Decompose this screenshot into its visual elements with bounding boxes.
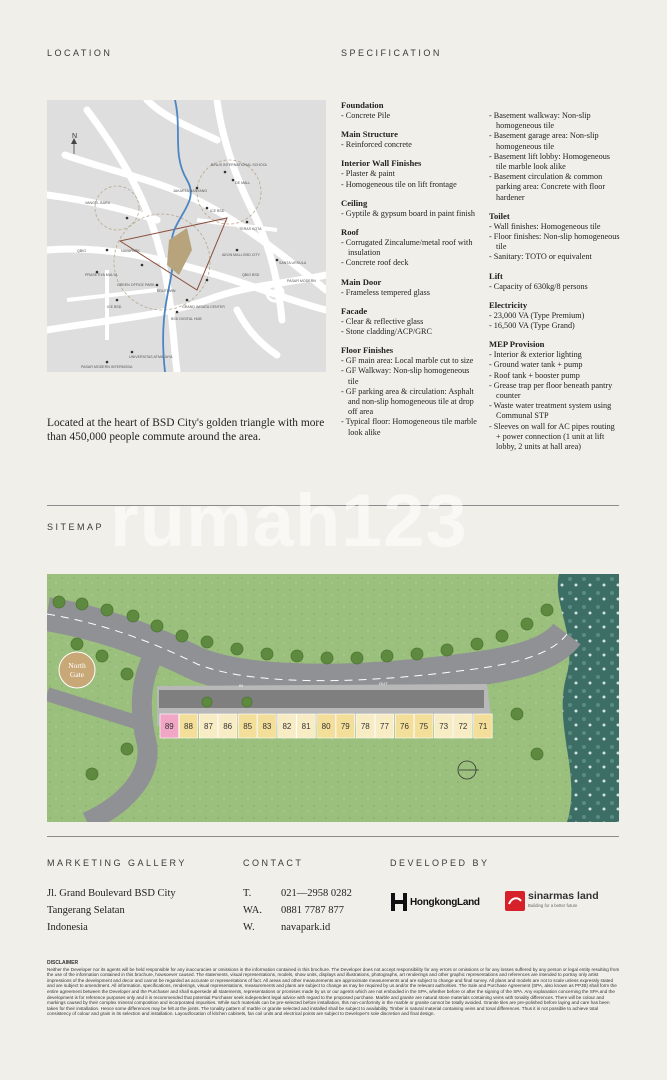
spec-item: - Basement walkway: Non-slip homogeneous tile [489,111,621,131]
svg-text:GRAND WISATA CENTER: GRAND WISATA CENTER [182,305,225,309]
spec-heading: Main Structure [341,129,398,140]
marketing-gallery-title: MARKETING GALLERY [47,858,187,868]
unit-label: 82 [282,722,292,731]
contact-list [243,885,352,936]
svg-text:UNIVERSITAS ATMA JAYA: UNIVERSITAS ATMA JAYA [129,355,173,359]
svg-text:ICE BSD: ICE BSD [210,209,225,213]
spec-group [341,227,479,269]
svg-text:BINUS INTERNATIONAL SCHOOL: BINUS INTERNATIONAL SCHOOL [211,163,268,167]
north-label: N [72,133,78,140]
spec-heading: Electricity [489,299,528,310]
spec-item: - Interior & exterior lighting [489,350,621,360]
contact-website: W. navapark.id [243,922,331,933]
spec-item: - Gyptile & gypsum board in paint finish [341,209,479,219]
contact-title: CONTACT [243,858,304,868]
spec-item: - Sanitary: TOTO or equivalent [489,252,621,262]
specification-title: SPECIFICATION [341,48,442,58]
spec-item: - Concrete Pile [341,111,479,121]
spec-heading: Lift [489,270,503,281]
spec-column-right [489,111,621,460]
spec-group [489,300,621,331]
unit-label: 76 [400,722,409,731]
spec-item: - Basement circulation & common parking area: Concrete with floor hardener [489,172,621,203]
spec-column-left [341,100,479,446]
sitemap-title: SITEMAP [47,522,105,532]
spec-group [341,345,479,438]
spec-heading: Main Door [341,276,382,287]
unit-label: 71 [478,722,488,731]
unit-label: 86 [223,722,233,731]
unit-label: 73 [439,722,449,731]
spec-item: - Typical floor: Homogeneous tile marble look alike [341,417,479,437]
spec-item: - Basement garage area: Non-slip homogeneous tile [489,131,621,151]
sitemap-image [47,574,619,822]
in-label: IN [239,683,243,688]
spec-item: - Floor finishes: Non-slip homogeneous tile [489,232,621,252]
marketing-gallery-address: Jl. Grand Boulevard BSD City Tangerang Selatan Indonesia [47,888,176,933]
sinarmasland-icon [505,891,525,911]
north-gate-label-2: Gate [69,670,85,679]
contact-phone: T. 021—2958 0282 [243,888,352,899]
spec-item: - Wall finishes: Homogeneous tile [489,222,621,232]
location-title: LOCATION [47,48,113,58]
spec-item: - Concrete roof deck [341,258,479,268]
spec-item: - Stone cladding/ACP/GRC [341,327,479,337]
spec-item: - GF parking area & circulation: Asphalt and non-slip homogeneous tile at drop off area [341,387,479,418]
spec-group [341,158,479,189]
spec-heading: Foundation [341,100,384,110]
spec-item: - Homogeneous tile on lift frontage [341,180,479,190]
svg-text:JAKARTA NANYANG: JAKARTA NANYANG [173,189,208,193]
spec-heading: Facade [341,305,368,316]
svg-text:PASAR MODERN: PASAR MODERN [287,279,316,283]
spec-heading: Roof [341,227,359,238]
spec-heading: Interior Wall Finishes [341,158,422,169]
units-group [160,714,492,738]
svg-text:AEON MALL BSD CITY: AEON MALL BSD CITY [222,253,261,257]
location-map [47,100,326,372]
disclaimer [47,960,621,1017]
spec-item: - Corrugated Zincalume/metal roof with insulation [341,238,479,258]
svg-text:DE MALL: DE MALL [235,181,251,185]
unit-label: 80 [321,722,331,731]
unit-label: 81 [301,722,311,731]
spec-group [341,198,479,219]
spec-item: - Plaster & paint [341,169,479,179]
spec-group [341,306,479,337]
hongkongland-logo: HongkongLand [390,892,480,912]
spec-item: - Reinforced concrete [341,140,479,150]
spec-group [489,211,621,263]
unit-label: 87 [204,722,213,731]
spec-group [341,100,479,121]
sitemap-graphic [47,574,619,822]
north-gate-label-1: North [68,661,86,670]
svg-text:PRASETIYA MULYA: PRASETIYA MULYA [85,273,118,277]
svg-text:NAVAPARK: NAVAPARK [121,249,140,253]
spec-item: - 23,000 VA (Type Premium) [489,311,621,321]
spec-group [489,271,621,292]
unit-label: 78 [360,722,370,731]
spec-item: - Sleeves on wall for AC pipes routing + power connection (1 unit at lift lobby, 2 units at hall area) [489,422,621,453]
svg-text:QBIG BSD: QBIG BSD [242,273,260,277]
unit-label: 89 [164,722,174,731]
svg-text:PASAR MODERN INTERMODA: PASAR MODERN INTERMODA [81,365,133,369]
location-description: Located at the heart of BSD City's golden triangle with more than 450,000 people commute around the area. [47,417,325,443]
spec-item: - GF main area: Local marble cut to size [341,356,479,366]
spec-item: - Capacity of 630kg/8 persons [489,282,621,292]
spec-heading: MEP Provision [489,339,545,350]
unit-label: 77 [380,722,389,731]
developed-by-title: DEVELOPED BY [390,858,490,868]
spec-item: - Frameless tempered glass [341,288,479,298]
svg-text:QBIG: QBIG [77,249,86,253]
spec-group [341,277,479,298]
spec-heading: Ceiling [341,197,368,208]
spec-item: - GF Walkway: Non-slip homogeneous tile [341,366,479,386]
svg-text:TERAS KOTA: TERAS KOTA [239,227,262,231]
watermark-rumah123: rumah123 [110,479,468,562]
spec-item: - Grease trap per floor beneath pantry counter [489,381,621,401]
svg-text:VANGEL BARU: VANGEL BARU [85,201,111,205]
spec-item: - Roof tank + booster pump [489,371,621,381]
spec-group [341,129,479,150]
out-label: OUT [379,681,388,686]
spec-heading: Floor Finishes [341,345,394,356]
unit-label: 75 [419,722,429,731]
svg-text:GREEN OFFICE PARK: GREEN OFFICE PARK [117,283,155,287]
unit-label: 83 [262,722,272,731]
spec-item: - Clear & reflective glass [341,317,479,327]
spec-item: - 16,500 VA (Type Grand) [489,321,621,331]
disclaimer-text: Neither the Developer nor its agents will be held responsible for any inaccuracies or omissions in the information contained in this brochure. The Developer does not accept responsibility for any errors or omissions or for any losses suffered by any person or legal entity resulting from the use of the information contained in this brochure, howsoever caused. The statements, visual representations, models, show units, displays and illustrations, photographs, art renderings and other graphic representations and references are intended to portray only artist impressions of the development and decor and cannot be regarded as accurate or representations of fact. All areas and other measurements are approximate measurements and are subject to change and final survey. All plans and models are not to scale unless expressly stated and are subject to amendment. All information, specifications, renderings, visual representations, measurements and plans are subject to change as may be required by us and/or the relevant authorities. The Sale and Purchase Agreement (SPA, also known as PPJB) shall form the entire agreement between the Developer and the Purchaser and shall supersede all statements, representations or promises made by us or our agents which are not embodied in the SPA, whether before or after the signing of the SPA. Any explanation concerning the SPA and the development is for reference purposes only and it is recommended that potential Purchaser seek independent legal advice with regard to the proposed purchase. Marble and granite are natural stone materials containing veins with tonality differences. There will be colour and markings caused by their complex mineral composition and incorporated impurities. While such materials can be pre-selected before installation, this non-conformity in the marble or granite cannot be totally avoided. Granite tiles are pre-polished before laying and care has been taken for their installation. Hence some differences may be felt at the joints. The tonality pattern of marble or granite selected and installed shall be subject to availability. Timber is natural material containing veins and tonal differences. Thus it is not possible to achieve total consistency of colour and grain in its selection and installation. Layout/location of kitchen cabinets, fan coil units and electrical points are subject to Developer's sole discretion and final design. [47,966,620,1017]
unit-label: 88 [184,722,193,731]
spec-group [489,339,621,452]
contact-whatsapp: WA. 0881 7787 877 [243,905,344,916]
map-graphic [47,100,326,372]
divider [47,836,619,837]
unit-label: 85 [243,722,253,731]
sinarmasland-logo: sinarmas land Building for a better future [505,891,599,911]
unit-label: 72 [458,722,468,731]
spec-item: - Waste water treatment system using Communal STP [489,401,621,421]
svg-text:ICE BSD: ICE BSD [107,305,122,309]
spec-item: - Basement lift lobby: Homogeneous tile marble look alike [489,152,621,172]
spec-group [489,111,621,203]
hongkongland-icon [390,892,408,912]
spec-heading: Toilet [489,210,510,221]
svg-text:SANTA URSULA: SANTA URSULA [279,261,307,265]
disclaimer-title: DISCLAIMER [47,960,79,966]
spec-item: - Ground water tank + pump [489,360,621,370]
svg-text:BSD DIGITAL HUB: BSD DIGITAL HUB [171,317,202,321]
svg-text:EDUTOWN: EDUTOWN [157,289,176,293]
unit-label: 79 [340,722,350,731]
